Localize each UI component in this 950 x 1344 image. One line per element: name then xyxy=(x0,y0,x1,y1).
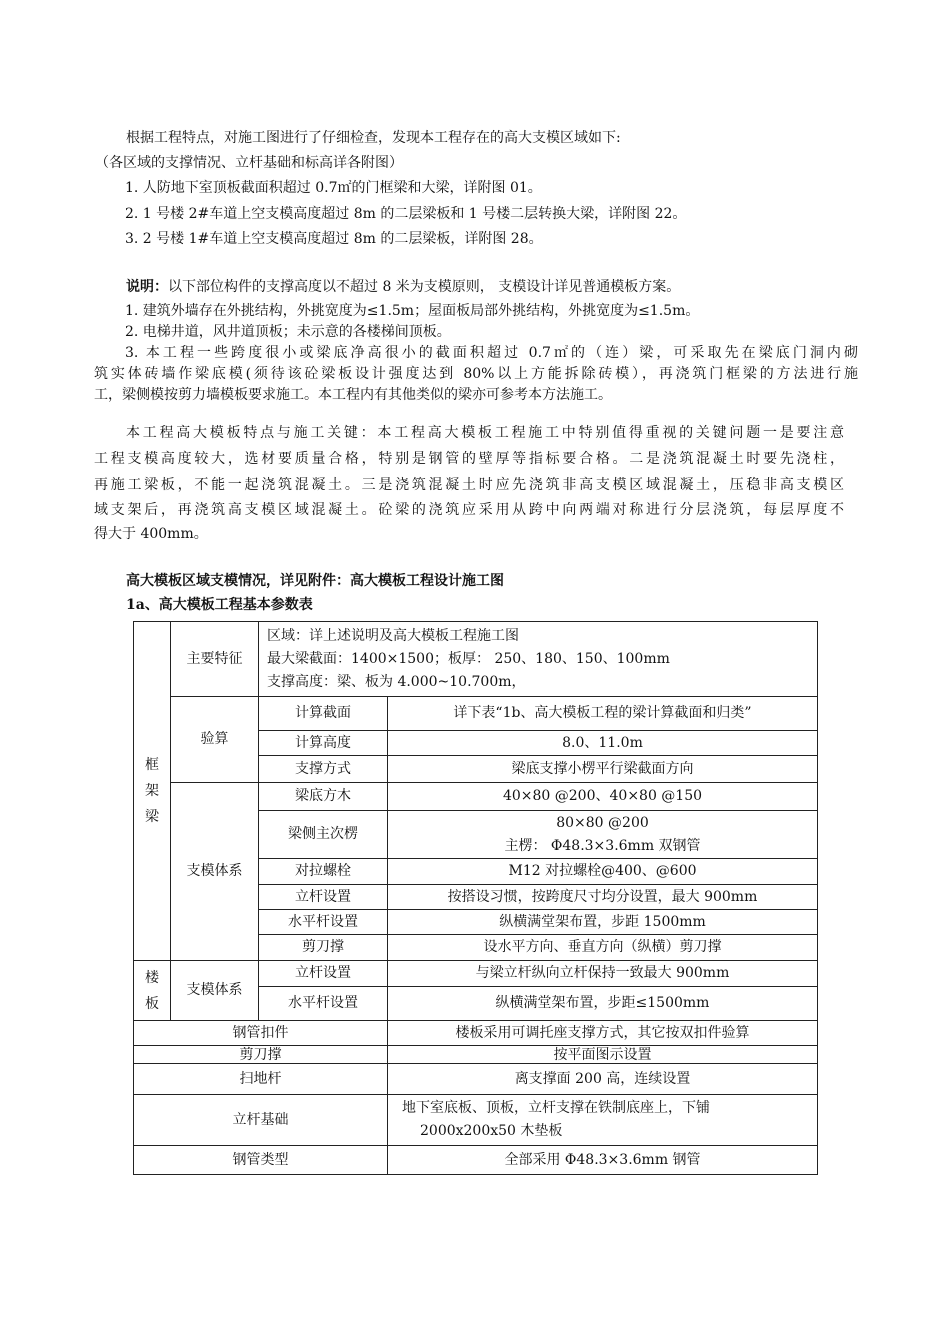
table-row xyxy=(134,1046,818,1064)
pole-setting-value: 按搭设习惯，按跨度尺寸均分设置，最大 900mm xyxy=(388,885,818,910)
scissor-brace-value: 设水平方向、垂直方向（纵横）剪刀撑 xyxy=(388,935,818,961)
pole-base-label: 立杆基础 xyxy=(134,1095,388,1146)
support-mode-value: 梁底支撑小楞平行梁截面方向 xyxy=(388,756,818,783)
intro-item-3: 3. 2 号楼 1#车道上空支模高度超过 8m 的二层梁板，详附图 28。 xyxy=(125,231,543,247)
check-label: 验算 xyxy=(171,697,259,783)
beam-bottom-timber-value: 40×80 @200、40×80 @150 xyxy=(388,783,818,811)
main-feature-label: 主要特征 xyxy=(171,622,259,697)
pole-setting-label: 立杆设置 xyxy=(259,885,388,910)
fastener-value: 楼板采用可调托座支撑方式，其它按双扣件验算 xyxy=(388,1021,818,1046)
system-label: 支模体系 xyxy=(171,783,259,961)
frame-beam-cell: 框 架 梁 xyxy=(134,622,171,961)
key-para-line-2: 工程支模高度较大，选材要质量合格，特别是钢管的壁厚等指标要合格。二是浇筑混凝土时要先浇柱， xyxy=(94,451,844,467)
key-para-line-4: 域支架后，再浇筑高支模区域混凝土。砼梁的浇筑应采用从跨中向两端对称进行分层浇筑，每层厚度不 xyxy=(94,502,844,518)
table-row xyxy=(134,1146,818,1175)
slab-pole-value: 与梁立杆纵向立杆保持一致最大 900mm xyxy=(388,961,818,987)
pipe-type-label: 钢管类型 xyxy=(134,1146,388,1175)
intro-line-2: （各区域的支撑情况、立杆基础和标高详各附图） xyxy=(95,155,403,171)
table-row xyxy=(134,783,818,811)
table-row xyxy=(134,1095,818,1146)
scissor-brace-label: 剪刀撑 xyxy=(259,935,388,961)
pole-base-value: 地下室底板、顶板，立杆支撑在铁制底座上，下铺 2000x200x50 木垫板 xyxy=(388,1095,818,1146)
table-row xyxy=(134,1064,818,1095)
table-row xyxy=(134,1021,818,1046)
table-row xyxy=(134,622,818,697)
sweep-bar-value: 离支撑面 200 高，连续设置 xyxy=(388,1064,818,1095)
intro-item-1: 1. 人防地下室顶板截面积超过 0.7㎡的门框梁和大梁，详附图 01。 xyxy=(125,180,542,196)
tie-bolt-value: M12 对拉螺栓@400、@600 xyxy=(388,859,818,885)
main-feature-value: 区域：详上述说明及高大模板工程施工图 最大梁截面：1400×1500；板厚： 250、180、150、100mm 支撑高度：梁、板为 4.000~10.700m， xyxy=(259,622,818,697)
slab-system-label: 支模体系 xyxy=(171,961,259,1021)
note-item-3: 3. 本工程一些跨度很小或梁底净高很小的截面积超过 0.7㎡的（连）梁，可采取先在梁底门洞内砌 xyxy=(125,345,858,361)
note-label: 说明： xyxy=(126,279,168,295)
pipe-type-value: 全部采用 Φ48.3×3.6mm 钢管 xyxy=(388,1146,818,1175)
calc-section-value: 详下表“1b、高大模板工程的梁计算截面和归类” xyxy=(388,697,818,731)
slab-horizontal-value: 纵横满堂架布置，步距≤1500mm xyxy=(388,987,818,1021)
tie-bolt-label: 对拉螺栓 xyxy=(259,859,388,885)
intro-line-1: 根据工程特点，对施工图进行了仔细检查，发现本工程存在的高大支模区域如下: xyxy=(126,130,621,146)
slab-cell: 楼 板 xyxy=(134,961,171,1021)
sweep-bar-label: 扫地杆 xyxy=(134,1064,388,1095)
note-item-3-cont-2: 工，梁侧模按剪力墙模板要求施工。本工程内有其他类似的梁亦可参考本方法施工。 xyxy=(94,387,612,403)
note-item-3-cont-1: 筑实体砖墙作梁底模(须待该砼梁板设计强度达到 80%以上方能拆除砖模），再浇筑门框梁的方法进行施 xyxy=(94,366,858,382)
note-line xyxy=(126,277,680,297)
note-item-2: 2. 电梯井道，风井道顶板；未示意的各楼梯间顶板。 xyxy=(125,324,451,340)
scissor2-label: 剪刀撑 xyxy=(134,1046,388,1064)
heading-param-table: 1a、高大模板工程基本参数表 xyxy=(126,597,313,613)
note-text: 以下部位构件的支撑高度以不超过 8 米为支模原则， 支模设计详见普通模板方案。 xyxy=(168,279,681,295)
horizontal-bar-value: 纵横满堂架布置，步距 1500mm xyxy=(388,910,818,935)
calc-height-value: 8.0、11.0m xyxy=(388,731,818,756)
side-joist-label: 梁侧主次楞 xyxy=(259,811,388,859)
table-row xyxy=(134,961,818,987)
key-para-line-3: 再施工梁板，不能一起浇筑混凝土。三是浇筑混凝土时应先浇筑非高支模区域混凝土，压稳非高支模区 xyxy=(94,477,844,493)
beam-bottom-timber-label: 梁底方木 xyxy=(259,783,388,811)
param-table xyxy=(133,621,818,1175)
note-item-1: 1. 建筑外墙存在外挑结构，外挑宽度为≤1.5m；屋面板局部外挑结构，外挑宽度为≤1.5m。 xyxy=(125,303,700,319)
horizontal-bar-label: 水平杆设置 xyxy=(259,910,388,935)
key-para-line-5: 得大于 400mm。 xyxy=(94,526,208,542)
calc-height-label: 计算高度 xyxy=(259,731,388,756)
calc-section-label: 计算截面 xyxy=(259,697,388,731)
fastener-label: 钢管扣件 xyxy=(134,1021,388,1046)
support-mode-label: 支撑方式 xyxy=(259,756,388,783)
slab-pole-label: 立杆设置 xyxy=(259,961,388,987)
heading-attachment: 高大模板区域支模情况，详见附件：高大模板工程设计施工图 xyxy=(126,573,504,589)
key-para-line-1: 本工程高大模板特点与施工关键：本工程高大模板工程施工中特别值得重视的关键问题一是要注意 xyxy=(126,425,844,441)
intro-item-2: 2. 1 号楼 2#车道上空支模高度超过 8m 的二层梁板和 1 号楼二层转换大梁，详附图 22。 xyxy=(125,206,687,222)
table-row xyxy=(134,697,818,731)
scissor2-value: 按平面图示设置 xyxy=(388,1046,818,1064)
side-joist-value: 80×80 @200 主楞： Φ48.3×3.6mm 双钢管 xyxy=(388,811,818,859)
slab-horizontal-label: 水平杆设置 xyxy=(259,987,388,1021)
